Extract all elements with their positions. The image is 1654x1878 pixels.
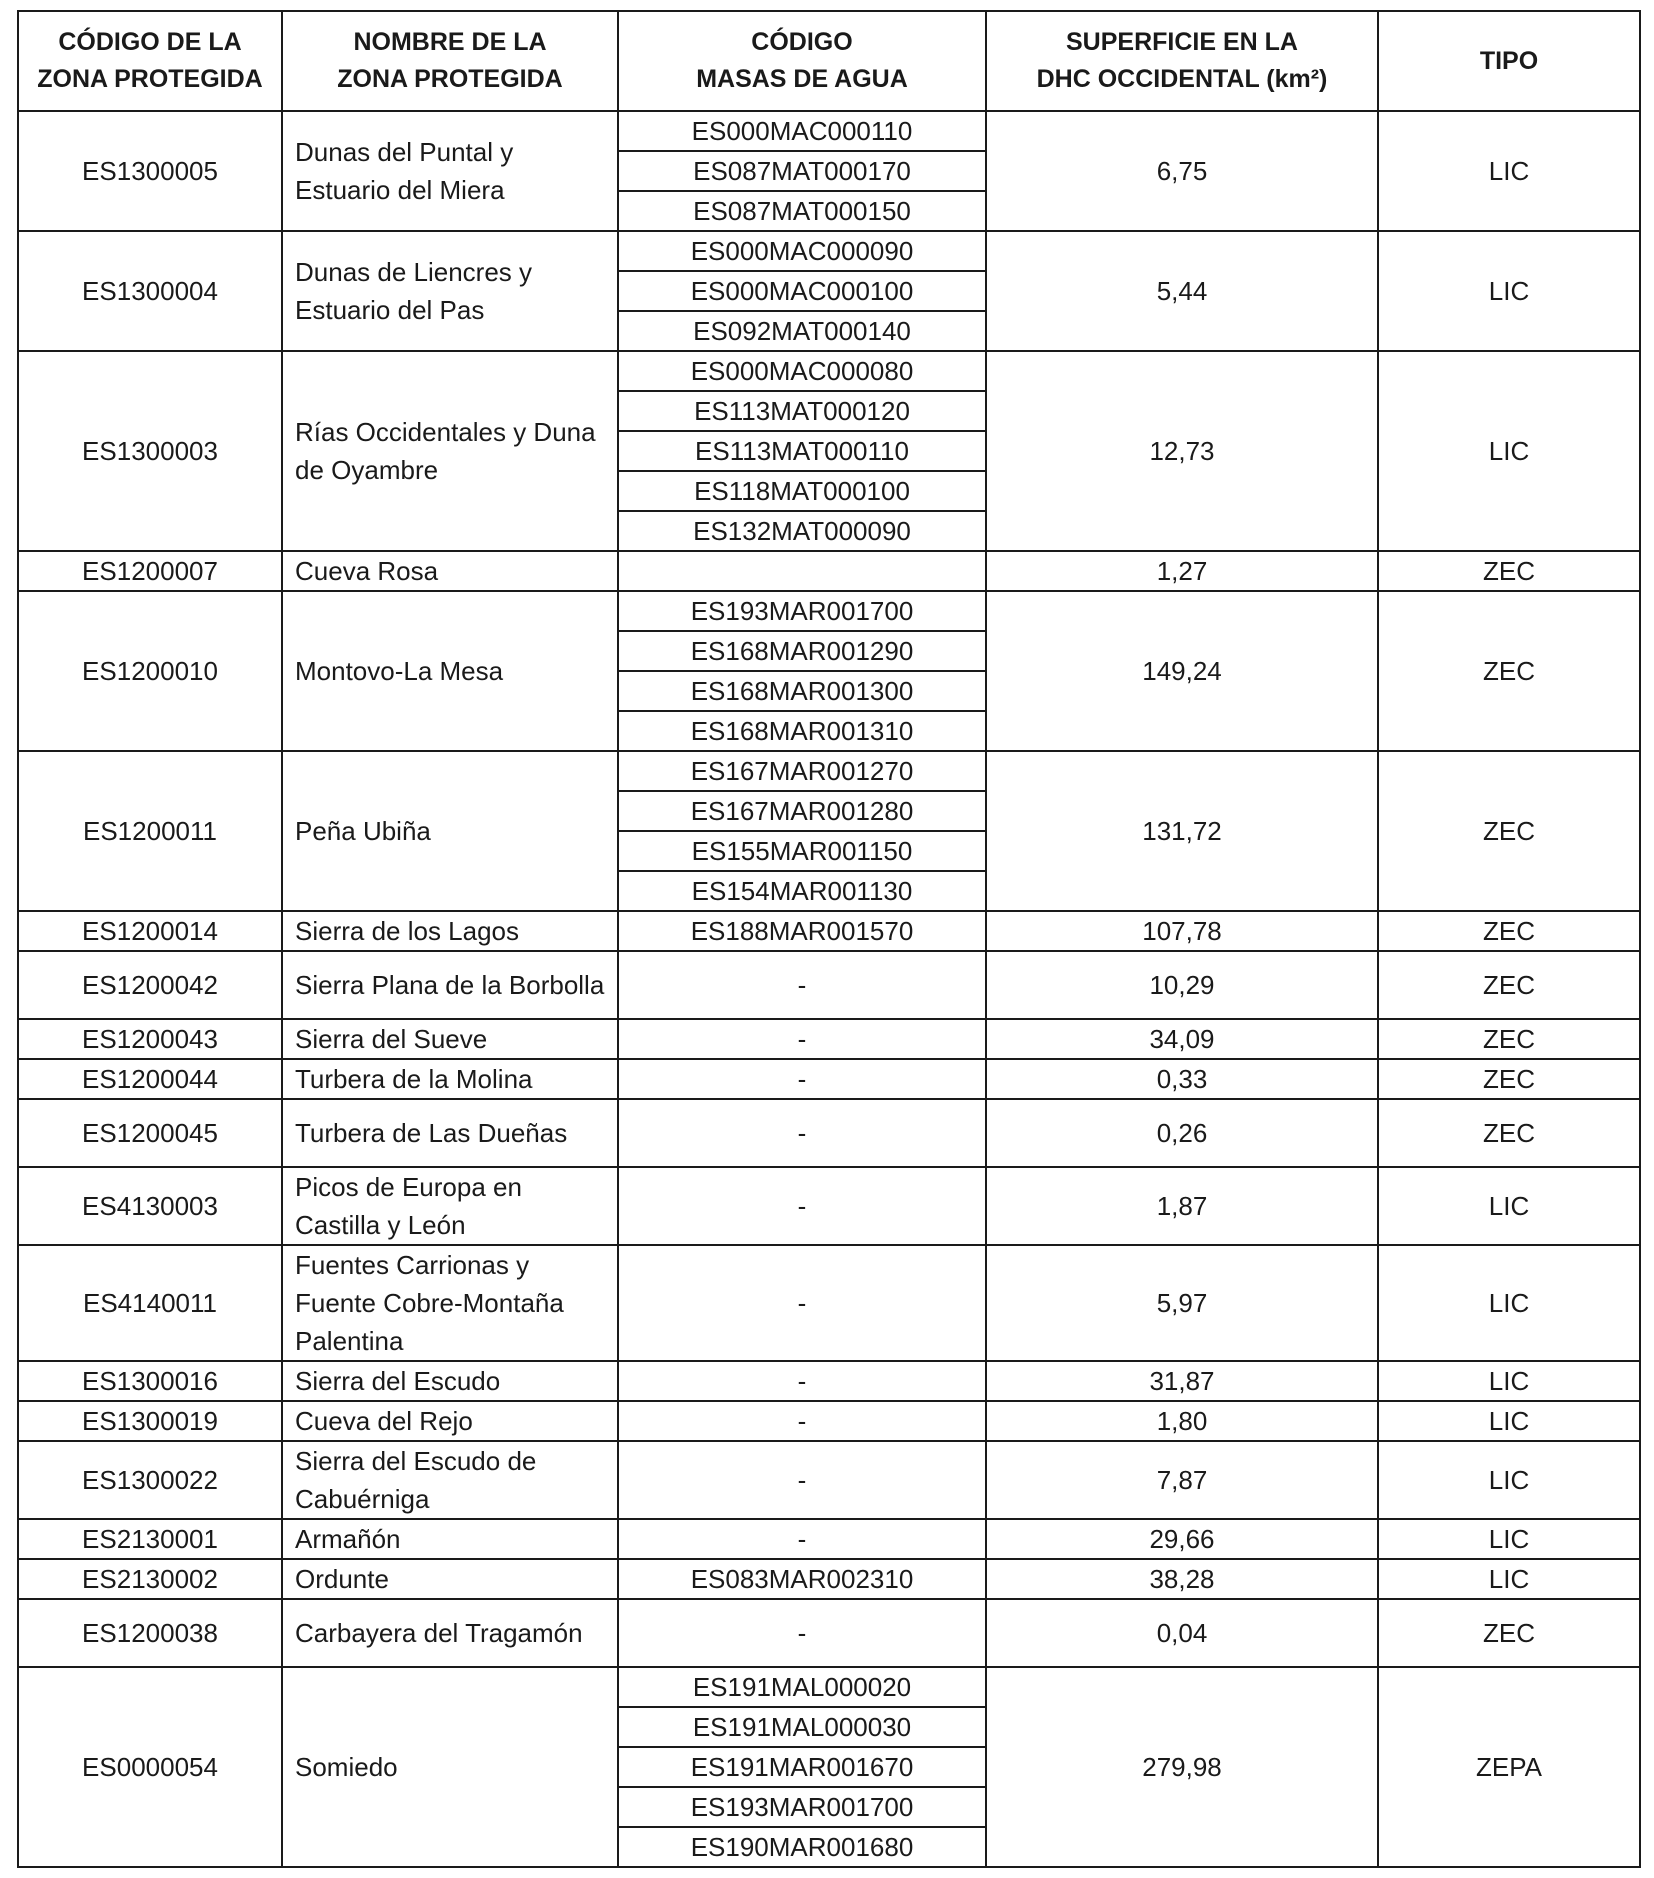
table-body xyxy=(18,111,1640,1867)
area-cell: 107,78 xyxy=(986,911,1378,951)
zone-name-cell: Rías Occidentales y Duna de Oyambre xyxy=(282,351,618,551)
zone-name-cell: Turbera de Las Dueñas xyxy=(282,1099,618,1167)
table-row xyxy=(18,1059,1640,1099)
zone-code-cell: ES1200014 xyxy=(18,911,282,951)
zone-name-cell: Montovo-La Mesa xyxy=(282,591,618,751)
area-cell: 7,87 xyxy=(986,1441,1378,1519)
zone-name-cell: Carbayera del Tragamón xyxy=(282,1599,618,1667)
water-body-code-cell: ES000MAC000080 xyxy=(618,351,986,391)
zone-code-cell: ES1200045 xyxy=(18,1099,282,1167)
area-cell: 1,80 xyxy=(986,1401,1378,1441)
header-codigo-masas-line-2: MASAS DE AGUA xyxy=(696,65,908,93)
water-body-code-cell: - xyxy=(618,1245,986,1361)
area-cell: 6,75 xyxy=(986,111,1378,231)
table-row xyxy=(18,1245,1640,1361)
zone-code-cell: ES4130003 xyxy=(18,1167,282,1245)
water-body-code-cell: ES087MAT000150 xyxy=(618,191,986,231)
header-row xyxy=(18,11,1640,111)
water-body-code-cell: ES000MAC000110 xyxy=(618,111,986,151)
water-body-code-cell: ES092MAT000140 xyxy=(618,311,986,351)
zone-type-cell: ZEC xyxy=(1378,1099,1640,1167)
zone-code-cell: ES1300003 xyxy=(18,351,282,551)
water-body-code-cell: ES087MAT000170 xyxy=(618,151,986,191)
zone-code-cell: ES1200010 xyxy=(18,591,282,751)
area-cell: 1,87 xyxy=(986,1167,1378,1245)
zone-code-cell: ES1200038 xyxy=(18,1599,282,1667)
zone-code-cell: ES1200042 xyxy=(18,951,282,1019)
area-cell: 38,28 xyxy=(986,1559,1378,1599)
water-body-code-cell: ES168MAR001310 xyxy=(618,711,986,751)
area-cell: 10,29 xyxy=(986,951,1378,1019)
table-row xyxy=(18,1401,1640,1441)
zone-type-cell: LIC xyxy=(1378,351,1640,551)
header-codigo-masas-line-1: CÓDIGO xyxy=(751,28,853,56)
header-superficie-line-1: SUPERFICIE EN LA xyxy=(1066,28,1298,56)
water-body-code-cell: ES000MAC000090 xyxy=(618,231,986,271)
zone-name-cell: Sierra Plana de la Borbolla xyxy=(282,951,618,1019)
table-row xyxy=(18,1099,1640,1167)
zone-type-cell: ZEC xyxy=(1378,591,1640,751)
water-body-code-cell: - xyxy=(618,951,986,1019)
table-row xyxy=(18,1559,1640,1599)
zone-type-cell: ZEC xyxy=(1378,951,1640,1019)
zone-type-cell: LIC xyxy=(1378,1519,1640,1559)
zone-code-cell: ES1300004 xyxy=(18,231,282,351)
water-body-code-cell: ES154MAR001130 xyxy=(618,871,986,911)
header-codigo-zona xyxy=(18,11,282,111)
header-codigo-masas xyxy=(618,11,986,111)
water-body-code-cell: - xyxy=(618,1401,986,1441)
water-body-code-cell: ES168MAR001290 xyxy=(618,631,986,671)
table-row xyxy=(18,231,1640,271)
zone-type-cell: LIC xyxy=(1378,1441,1640,1519)
zone-name-cell: Dunas de Liencres y Estuario del Pas xyxy=(282,231,618,351)
zone-name-cell: Sierra del Escudo de Cabuérniga xyxy=(282,1441,618,1519)
zone-code-cell: ES1300016 xyxy=(18,1361,282,1401)
zone-name-cell: Turbera de la Molina xyxy=(282,1059,618,1099)
header-tipo xyxy=(1378,11,1640,111)
water-body-code-cell: - xyxy=(618,1059,986,1099)
water-body-code-cell: - xyxy=(618,1599,986,1667)
table-row xyxy=(18,1019,1640,1059)
zone-code-cell: ES1200007 xyxy=(18,551,282,591)
zone-type-cell: LIC xyxy=(1378,1559,1640,1599)
area-cell: 29,66 xyxy=(986,1519,1378,1559)
water-body-code-cell: - xyxy=(618,1441,986,1519)
water-body-code-cell: ES193MAR001700 xyxy=(618,591,986,631)
area-cell: 279,98 xyxy=(986,1667,1378,1867)
area-cell: 149,24 xyxy=(986,591,1378,751)
zone-code-cell: ES0000054 xyxy=(18,1667,282,1867)
zone-name-cell: Peña Ubiña xyxy=(282,751,618,911)
zone-type-cell: ZEC xyxy=(1378,1599,1640,1667)
zone-name-cell: Dunas del Puntal y Estuario del Miera xyxy=(282,111,618,231)
area-cell: 1,27 xyxy=(986,551,1378,591)
zone-name-cell: Cueva Rosa xyxy=(282,551,618,591)
zone-type-cell: LIC xyxy=(1378,1167,1640,1245)
table-row xyxy=(18,911,1640,951)
zone-name-cell: Picos de Europa en Castilla y León xyxy=(282,1167,618,1245)
water-body-code-cell: ES155MAR001150 xyxy=(618,831,986,871)
water-body-code-cell: ES113MAT000110 xyxy=(618,431,986,471)
header-codigo-zona-line-2: ZONA PROTEGIDA xyxy=(37,65,263,93)
zone-code-cell: ES1200044 xyxy=(18,1059,282,1099)
area-cell: 12,73 xyxy=(986,351,1378,551)
water-body-code-cell: ES188MAR001570 xyxy=(618,911,986,951)
zone-type-cell: ZEC xyxy=(1378,1059,1640,1099)
zone-name-cell: Ordunte xyxy=(282,1559,618,1599)
zone-name-cell: Cueva del Rejo xyxy=(282,1401,618,1441)
zone-type-cell: ZEPA xyxy=(1378,1667,1640,1867)
table-row xyxy=(18,1599,1640,1667)
water-body-code-cell: - xyxy=(618,1019,986,1059)
table-row xyxy=(18,551,1640,591)
table-row xyxy=(18,591,1640,631)
header-tipo-line-1: TIPO xyxy=(1479,46,1539,75)
water-body-code-cell: ES132MAT000090 xyxy=(618,511,986,551)
water-body-code-cell: ES190MAR001680 xyxy=(618,1827,986,1867)
zone-name-cell: Sierra del Sueve xyxy=(282,1019,618,1059)
area-cell: 0,04 xyxy=(986,1599,1378,1667)
zone-code-cell: ES2130001 xyxy=(18,1519,282,1559)
zone-name-cell: Sierra de los Lagos xyxy=(282,911,618,951)
zone-code-cell: ES1300022 xyxy=(18,1441,282,1519)
header-codigo-zona-line-1: CÓDIGO DE LA xyxy=(58,28,242,56)
zone-type-cell: ZEC xyxy=(1378,751,1640,911)
area-cell: 34,09 xyxy=(986,1019,1378,1059)
table-row xyxy=(18,751,1640,791)
area-cell: 5,97 xyxy=(986,1245,1378,1361)
water-body-code-cell: - xyxy=(618,1519,986,1559)
header-superficie-line-2: DHC OCCIDENTAL (km²) xyxy=(1036,65,1328,93)
area-cell: 0,26 xyxy=(986,1099,1378,1167)
table-row xyxy=(18,1167,1640,1245)
table-header xyxy=(18,11,1640,111)
zone-name-cell: Fuentes Carrionas y Fuente Cobre-Montaña Palentina xyxy=(282,1245,618,1361)
zone-type-cell: ZEC xyxy=(1378,551,1640,591)
table-row xyxy=(18,1361,1640,1401)
zone-type-cell: LIC xyxy=(1378,231,1640,351)
header-nombre-zona-line-2: ZONA PROTEGIDA xyxy=(337,65,563,93)
water-body-code-cell: ES191MAR001670 xyxy=(618,1747,986,1787)
water-body-code-cell: ES113MAT000120 xyxy=(618,391,986,431)
table-row xyxy=(18,111,1640,151)
water-body-code-cell xyxy=(618,551,986,591)
zone-type-cell: ZEC xyxy=(1378,911,1640,951)
zone-name-cell: Armañón xyxy=(282,1519,618,1559)
zone-code-cell: ES2130002 xyxy=(18,1559,282,1599)
zone-name-cell: Sierra del Escudo xyxy=(282,1361,618,1401)
water-body-code-cell: ES191MAL000030 xyxy=(618,1707,986,1747)
area-cell: 5,44 xyxy=(986,231,1378,351)
area-cell: 31,87 xyxy=(986,1361,1378,1401)
water-body-code-cell: ES191MAL000020 xyxy=(618,1667,986,1707)
table-row xyxy=(18,951,1640,1019)
zone-code-cell: ES1200011 xyxy=(18,751,282,911)
water-body-code-cell: - xyxy=(618,1099,986,1167)
water-body-code-cell: ES193MAR001700 xyxy=(618,1787,986,1827)
header-nombre-zona-line-1: NOMBRE DE LA xyxy=(353,28,547,56)
zone-type-cell: ZEC xyxy=(1378,1019,1640,1059)
water-body-code-cell: ES167MAR001270 xyxy=(618,751,986,791)
table-row xyxy=(18,351,1640,391)
zone-type-cell: LIC xyxy=(1378,1245,1640,1361)
water-body-code-cell: ES000MAC000100 xyxy=(618,271,986,311)
water-body-code-cell: - xyxy=(618,1361,986,1401)
water-body-code-cell: - xyxy=(618,1167,986,1245)
water-body-code-cell: ES167MAR001280 xyxy=(618,791,986,831)
water-body-code-cell: ES168MAR001300 xyxy=(618,671,986,711)
water-body-code-cell: ES118MAT000100 xyxy=(618,471,986,511)
area-cell: 131,72 xyxy=(986,751,1378,911)
area-cell: 0,33 xyxy=(986,1059,1378,1099)
zone-code-cell: ES4140011 xyxy=(18,1245,282,1361)
zone-code-cell: ES1200043 xyxy=(18,1019,282,1059)
table-row xyxy=(18,1519,1640,1559)
protected-zones-table xyxy=(17,10,1641,1868)
zone-code-cell: ES1300005 xyxy=(18,111,282,231)
zone-type-cell: LIC xyxy=(1378,1361,1640,1401)
table-row xyxy=(18,1667,1640,1707)
zone-type-cell: LIC xyxy=(1378,1401,1640,1441)
zone-code-cell: ES1300019 xyxy=(18,1401,282,1441)
water-body-code-cell: ES083MAR002310 xyxy=(618,1559,986,1599)
header-superficie xyxy=(986,11,1378,111)
table-row xyxy=(18,1441,1640,1519)
zone-name-cell: Somiedo xyxy=(282,1667,618,1867)
header-nombre-zona xyxy=(282,11,618,111)
zone-type-cell: LIC xyxy=(1378,111,1640,231)
